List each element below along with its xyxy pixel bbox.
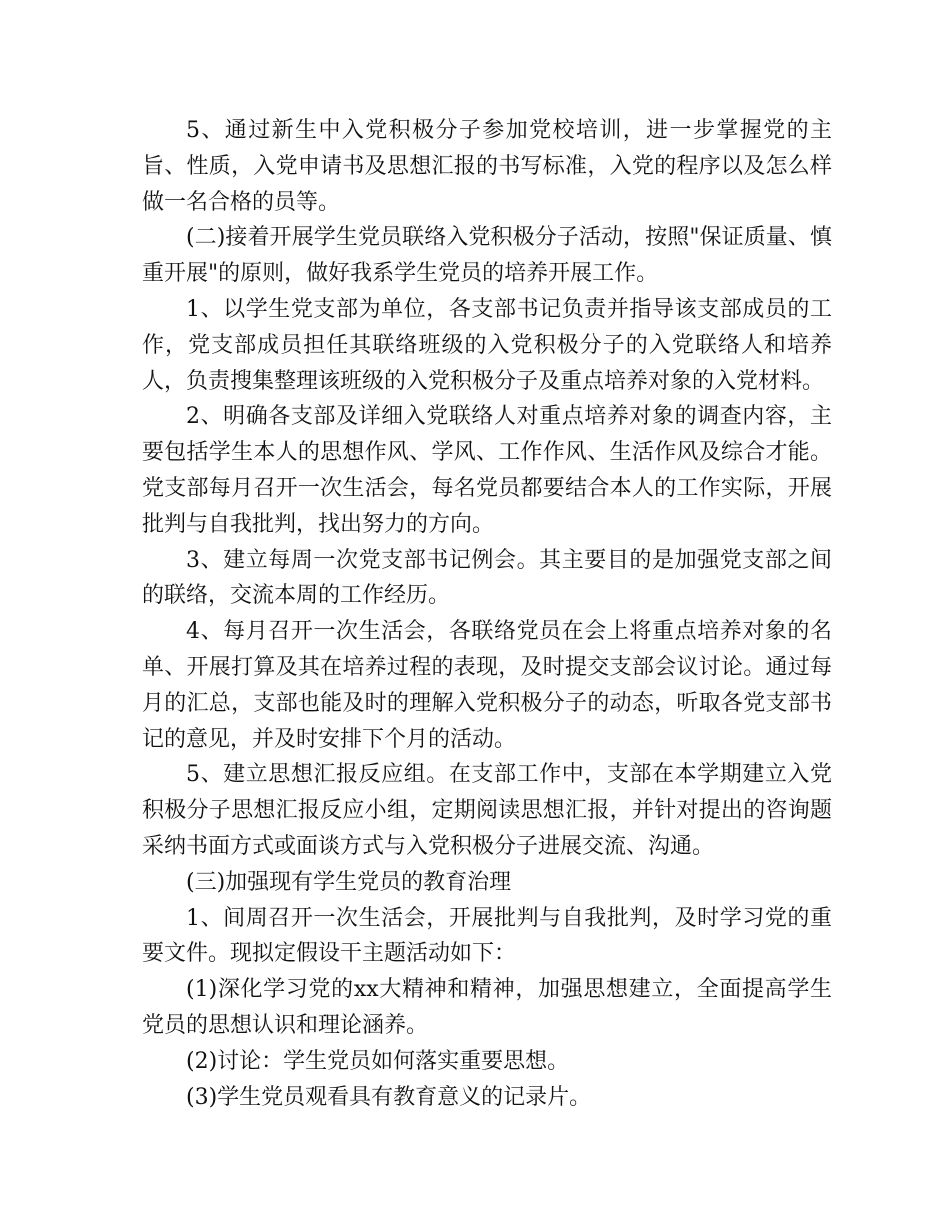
paragraph-activity-1: (1)深化学习党的xx大精神和精神，加强思想建立，全面提高学生党员的思想认识和理论涵养。 <box>142 977 832 1038</box>
paragraph-item-5: 5、建立思想汇报反应组。在支部工作中，支部在本学期建立入党积极分子思想汇报反应小组，定期阅读思想汇报，并针对提出的咨询题采纳书面方式或面谈方式与入党积极分子进展交流、沟通。 <box>142 762 832 859</box>
paragraph-activity-3: (3)学生党员观看具有教育意义的记录片。 <box>186 1084 592 1110</box>
paragraph-item-2: 2、明确各支部及详细入党联络人对重点培养对象的调查内容，主要包括学生本人的思想作风、学风、工作作风、生活作风及综合才能。党支部每月召开一次生活会，每名党员都要结合本人的工作实际，开展批判与自我批判，找出努力的方向。 <box>142 404 832 537</box>
document-body <box>142 113 832 1115</box>
paragraph-training: 5、通过新生中入党积极分子参加党校培训，进一步掌握党的主旨、性质，入党申请书及思想汇报的书写标准，入党的程序以及怎么样做一名合格的员等。 <box>142 118 832 215</box>
paragraph-item-4: 4、每月召开一次生活会，各联络党员在会上将重点培养对象的名单、开展打算及其在培养过程的表现，及时提交支部会议讨论。通过每月的汇总，支部也能及时的理解入党积极分子的动态，听取各党支部书记的意见，并及时安排下个月的活动。 <box>142 619 832 752</box>
paragraph-item-3: 3、建立每周一次党支部书记例会。其主要目的是加强党支部之间的联络，交流本周的工作经历。 <box>142 547 832 609</box>
paragraph-section-three-heading: (三)加强现有学生党员的教育治理 <box>186 869 512 895</box>
paragraph-section-three-item-1: 1、间周召开一次生活会，开展批判与自我批判，及时学习党的重要文件。现拟定假设干主题活动如下： <box>142 905 832 967</box>
paragraph-item-1: 1、以学生党支部为单位，各支部书记负责并指导该支部成员的工作，党支部成员担任其联络班级的入党积极分子的入党联络人和培养人，负责搜集整理该班级的入党积极分子及重点培养对象的入党材料。 <box>142 296 832 394</box>
paragraph-activity-2: (2)讨论：学生党员如何落实重要思想。 <box>186 1048 570 1074</box>
paragraph-section-two-heading: (二)接着开展学生党员联络入党积极分子活动，按照"保证质量、慎重开展"的原则，做好我系学生党员的培养开展工作。 <box>142 225 832 287</box>
